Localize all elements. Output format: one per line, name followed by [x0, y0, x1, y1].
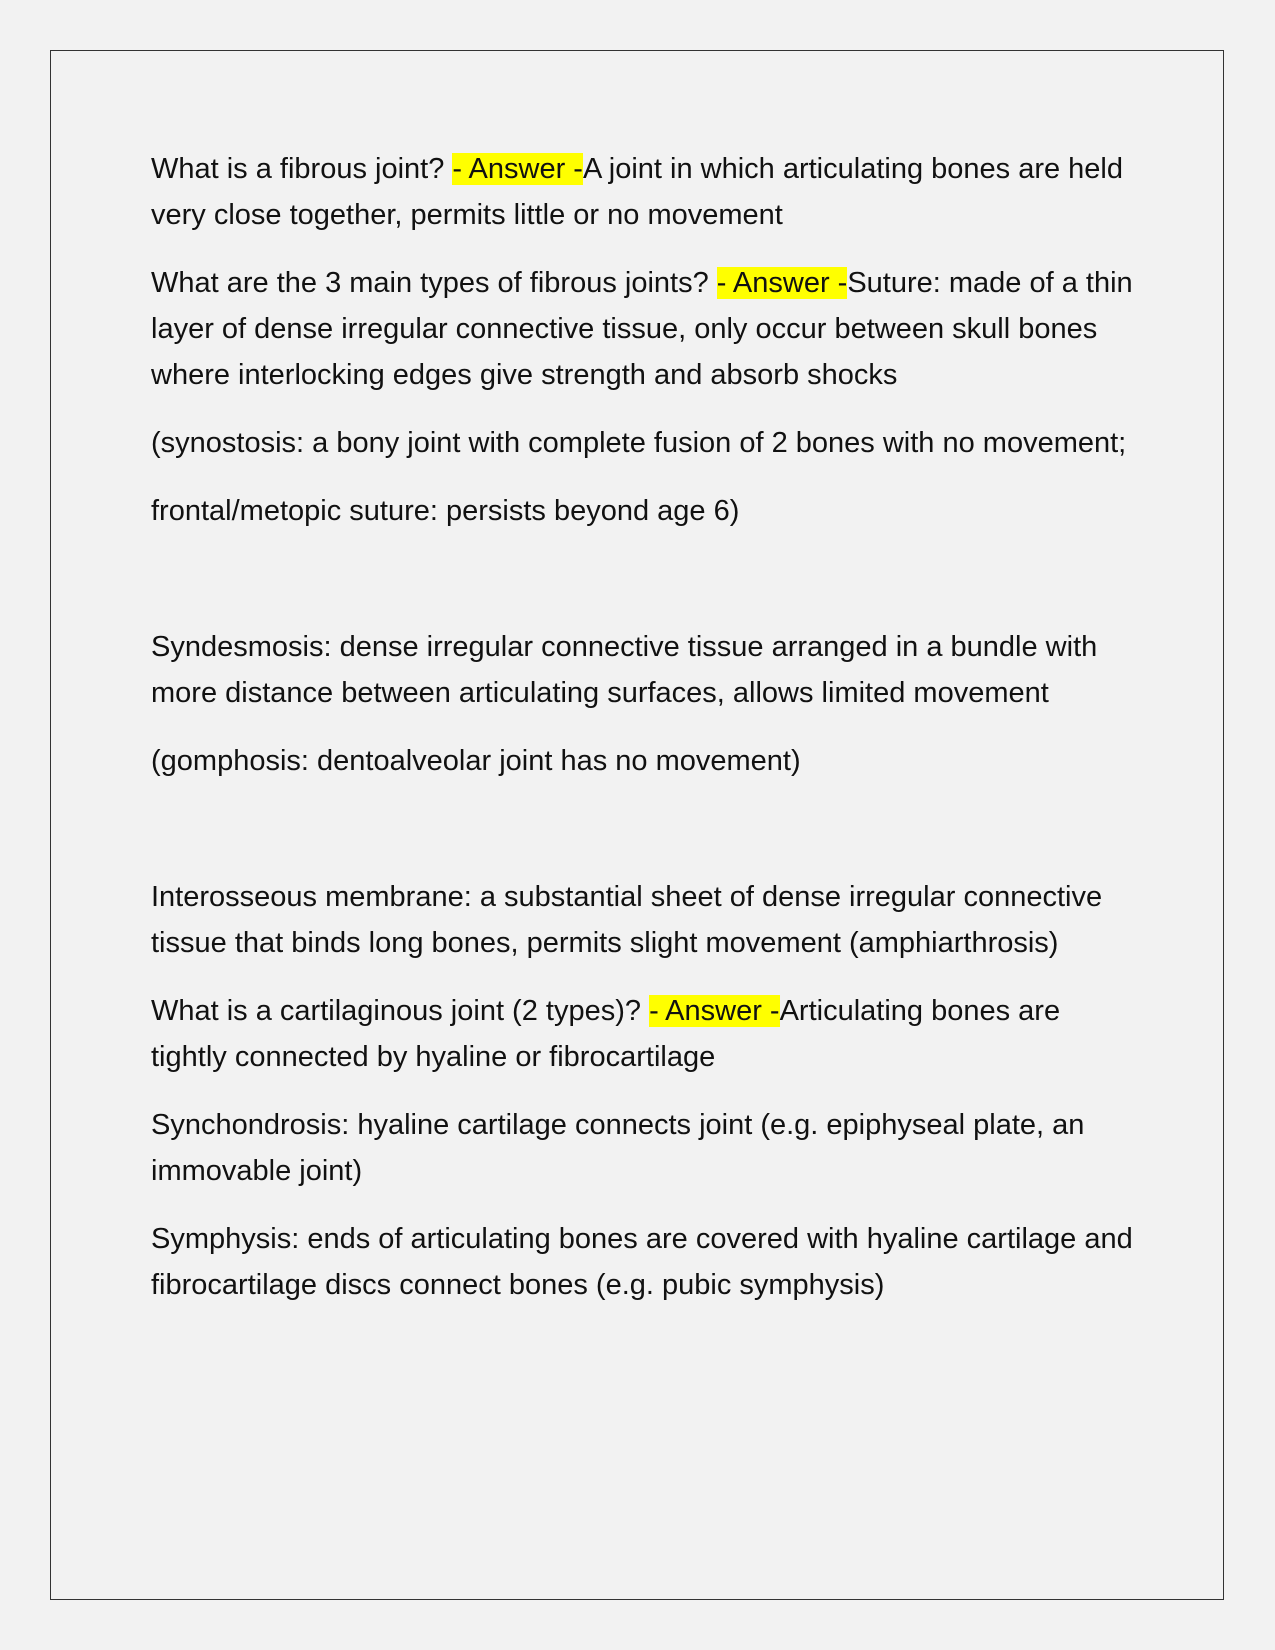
note-interosseous-membrane: Interosseous membrane: a substantial sheet of dense irregular connective tissue that binds long bones, permits slight movement (amphiarthrosis) [151, 881, 1103, 959]
answer-marker-highlight: - Answer - [716, 267, 848, 299]
note-metopic-suture: frontal/metopic suture: persists beyond age 6) [151, 495, 740, 527]
answer-marker-highlight: - Answer - [649, 995, 780, 1027]
note-synostosis: (synostosis: a bony joint with complete fusion of 2 bones with no movement; [151, 427, 1127, 459]
answer-text: Suture: made of a thin layer of dense irregular connective tissue, only occur between skull bones where interlocking edges give strength and absorb shocks [151, 267, 1133, 391]
note-gomphosis: (gomphosis: dentoalveolar joint has no movement) [151, 745, 801, 777]
document-body [151, 146, 1141, 1330]
answer-text: A joint in which articulating bones are held very close together, permits little or no movement [151, 153, 1124, 231]
qa-cartilaginous-joint [151, 988, 1141, 1080]
note-synchondrosis: Synchondrosis: hyaline cartilage connects joint (e.g. epiphyseal plate, an immovable joint) [151, 1109, 1085, 1187]
answer-marker-highlight: - Answer - [452, 153, 583, 185]
question-text: What is a fibrous joint? [151, 153, 453, 185]
qa-fibrous-joint-types [151, 260, 1141, 398]
qa-fibrous-joint [151, 146, 1141, 238]
question-text: What is a cartilaginous joint (2 types)? [151, 995, 650, 1027]
question-text: What are the 3 main types of fibrous joints? [151, 267, 717, 299]
note-syndesmosis: Syndesmosis: dense irregular connective tissue arranged in a bundle with more distance between articulating surfaces, allows limited movement [151, 631, 1098, 709]
answer-text: Articulating bones are tightly connected by hyaline or fibrocartilage [151, 995, 1061, 1073]
note-symphysis: Symphysis: ends of articulating bones are covered with hyaline cartilage and fibrocartilage discs connect bones (e.g. pubic symphysis) [151, 1223, 1133, 1301]
